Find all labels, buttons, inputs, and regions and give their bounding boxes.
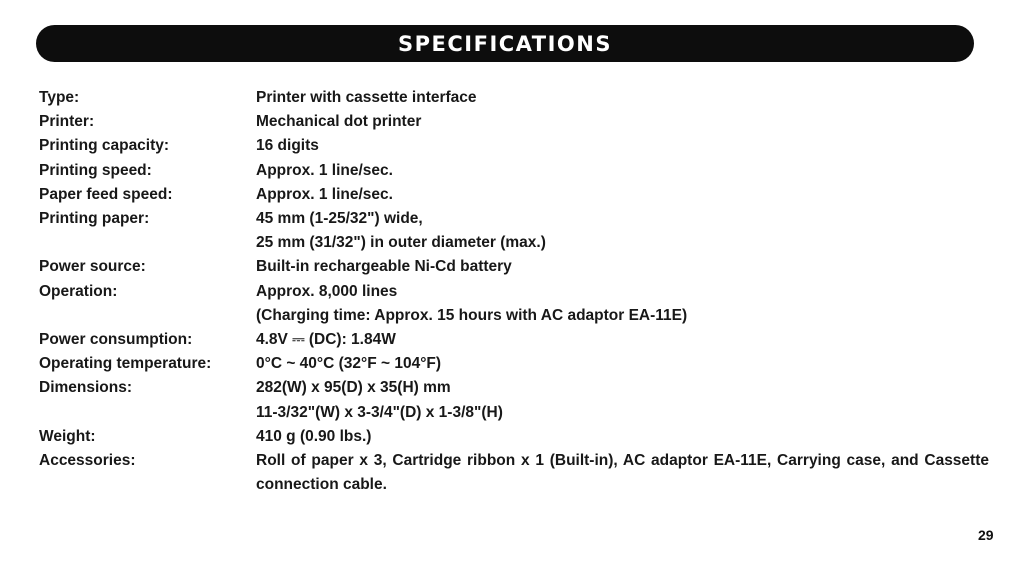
spec-value: 410 g (0.90 lbs.) [256,427,372,445]
spec-row-printing-paper [39,207,989,255]
spec-row-printing-speed [39,159,989,183]
spec-value: Approx. 1 line/sec. [256,161,393,179]
spec-row-type [39,86,989,110]
spec-label: Accessories: [39,452,136,470]
spec-row-operating-temperature [39,352,989,376]
page-title: SPECIFICATIONS [398,31,612,56]
spec-label: Paper feed speed: [39,185,173,203]
spec-value: 282(W) x 95(D) x 35(H) mm [256,379,451,397]
spec-row-printer [39,110,989,134]
spec-value: 45 mm (1-25/32") wide, [256,210,423,228]
spec-label: Operation: [39,282,118,300]
spec-value: Built-in rechargeable Ni-Cd battery [256,258,512,276]
spec-value: Approx. 1 line/sec. [256,185,393,203]
page-number: 29 [978,527,994,543]
spec-value-line-2: 11-3/32"(W) x 3-3/4"(D) x 1-3/8"(H) [256,403,503,421]
spec-label: Weight: [39,427,96,445]
spec-label: Operating temperature: [39,355,212,373]
spec-row-power-consumption [39,328,989,352]
specifications-title-bar [36,25,974,62]
spec-row-accessories [39,449,989,497]
spec-label: Printing capacity: [39,137,170,155]
spec-row-paper-feed-speed [39,183,989,207]
spec-label: Printing speed: [39,161,152,179]
spec-row-weight [39,425,989,449]
specifications-list [39,86,989,497]
spec-label: Power consumption: [39,331,193,349]
spec-value-line-2: (Charging time: Approx. 15 hours with AC adaptor EA-11E) [256,306,688,324]
spec-label: Power source: [39,258,146,276]
spec-value-line-2: 25 mm (31/32") in outer diameter (max.) [256,234,546,252]
spec-label: Dimensions: [39,379,133,397]
spec-label: Printing paper: [39,210,150,228]
spec-value: Approx. 8,000 lines [256,282,398,300]
spec-value: Printer with cassette interface [256,89,477,106]
spec-label: Type: [39,89,80,106]
spec-value: 4.8V ⎓ (DC): 1.84W [256,331,396,349]
spec-label: Printer: [39,113,95,131]
spec-value: 16 digits [256,137,319,155]
spec-value: Mechanical dot printer [256,113,422,131]
spec-row-power-source [39,255,989,279]
spec-row-dimensions [39,376,989,424]
spec-value: 0°C ~ 40°C (32°F ~ 104°F) [256,355,442,373]
spec-row-operation [39,280,989,328]
spec-value: Roll of paper x 3, Cartridge ribbon x 1 (Built-in), AC adaptor EA-11E, Carrying case, and Cassette connection cable. [256,452,989,494]
spec-row-printing-capacity [39,134,989,158]
